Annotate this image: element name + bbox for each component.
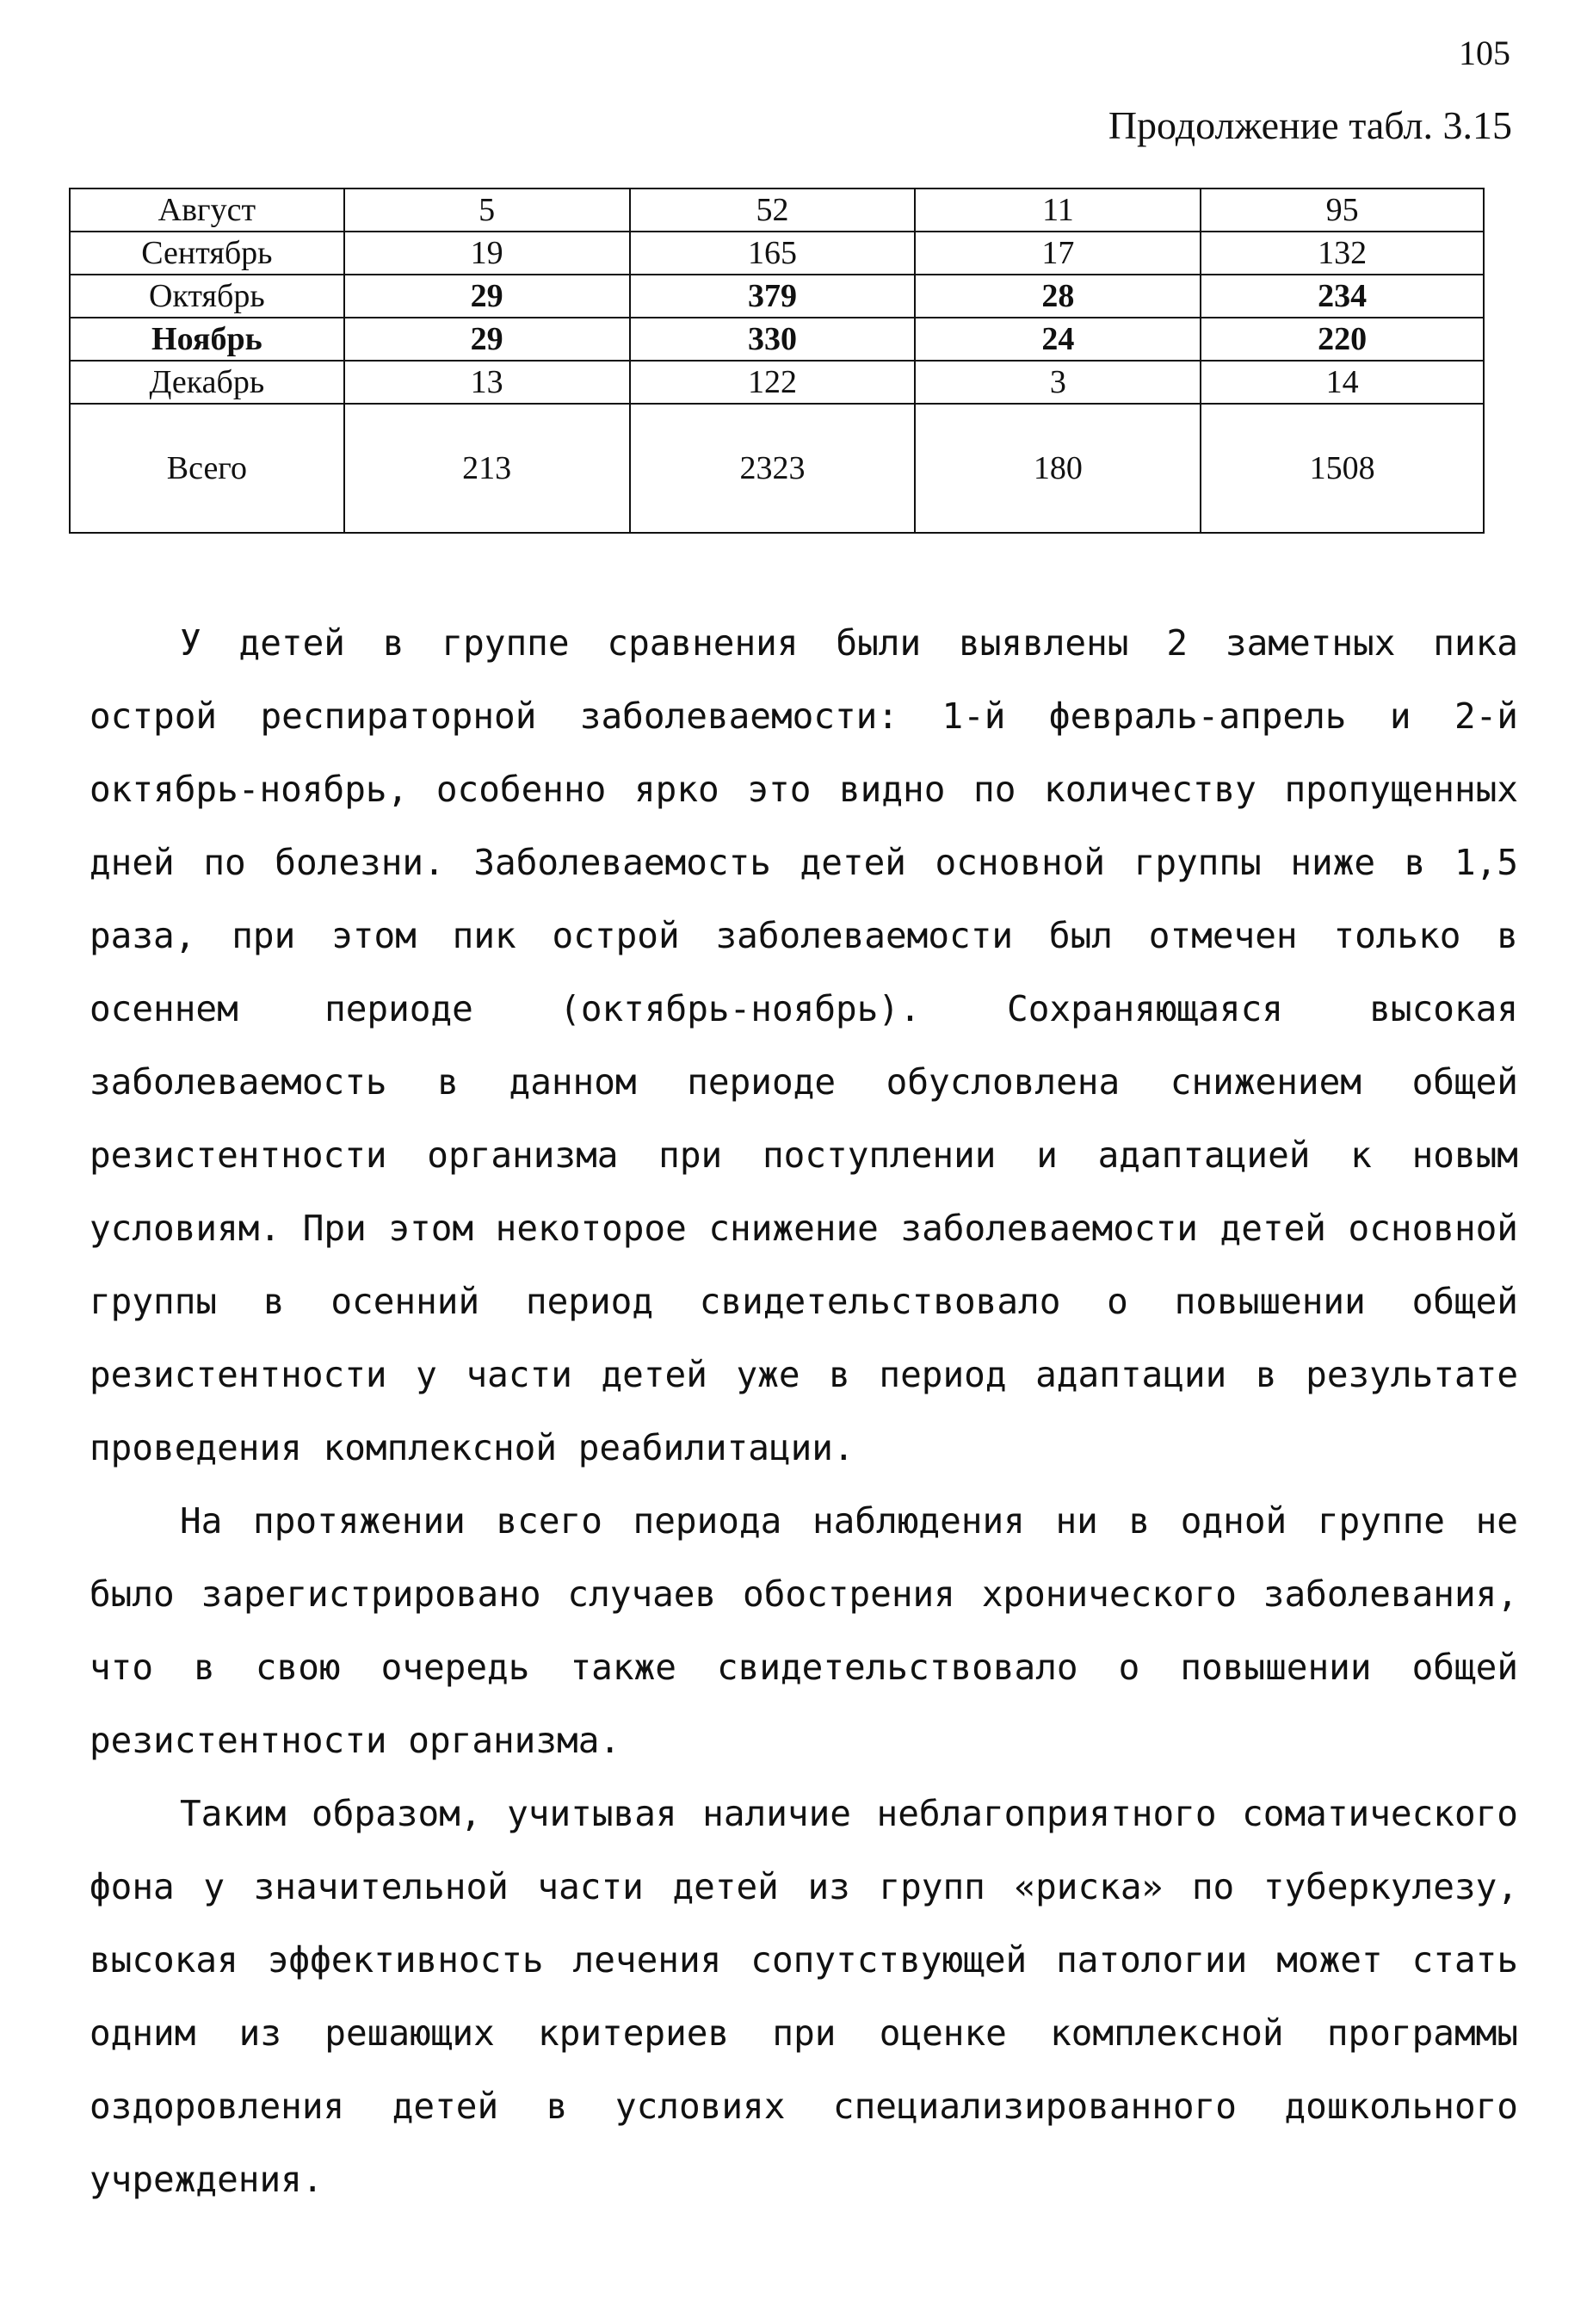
table-caption: Продолжение табл. 3.15 xyxy=(1108,103,1512,147)
total-value-cell: 1508 xyxy=(1201,404,1484,533)
month-cell: Декабрь xyxy=(70,361,344,404)
value-cell: 95 xyxy=(1201,189,1484,232)
value-cell: 234 xyxy=(1201,275,1484,318)
total-value-cell: 213 xyxy=(344,404,630,533)
value-cell: 5 xyxy=(344,189,630,232)
paragraph: У детей в группе сравнения были выявлены 2 заметных пика острой респираторной заболеваемости: 1-й февраль-апрель и 2-й октябрь-ноябрь, особенно ярко это видно по количеству пропущенных дней по болезни. Заболеваемость детей основной группы ниже в 1,5 раза, при этом пик острой заболеваемости был отмечен только в осеннем периоде (октябрь-ноябрь). Сохраняющаяся высокая заболеваемость в данном периоде обусловлена снижением общей резистентности организма при поступлении и адаптацией к новым условиям. При этом некоторое снижение заболеваемости детей основной группы в осенний период свидетельствовало о повышении общей резистентности у части детей уже в период адаптации в результате проведения комплексной реабилитации. xyxy=(90,622,1518,1468)
value-cell: 17 xyxy=(915,232,1201,275)
value-cell: 220 xyxy=(1201,318,1484,361)
total-value-cell: 180 xyxy=(915,404,1201,533)
value-cell: 19 xyxy=(344,232,630,275)
value-cell: 330 xyxy=(630,318,916,361)
table-row xyxy=(70,318,1484,361)
month-cell: Ноябрь xyxy=(70,318,344,361)
value-cell: 132 xyxy=(1201,232,1484,275)
data-table xyxy=(69,188,1485,534)
value-cell: 24 xyxy=(915,318,1201,361)
table-row xyxy=(70,361,1484,404)
value-cell: 122 xyxy=(630,361,916,404)
total-value-cell: 2323 xyxy=(630,404,916,533)
value-cell: 11 xyxy=(915,189,1201,232)
value-cell: 13 xyxy=(344,361,630,404)
table-row xyxy=(70,189,1484,232)
value-cell: 29 xyxy=(344,318,630,361)
paragraph: Таким образом, учитывая наличие неблагоприятного соматического фона у значительной части детей из групп «риска» по туберкулезу, высокая эффективность лечения сопутствующей патологии может стать одним из решающих критериев при оценке комплексной программы оздоровления детей в условиях специализированного дошкольного учреждения. xyxy=(90,1793,1518,2200)
paragraph: На протяжении всего периода наблюдения ни в одной группе не было зарегистрировано случаев обострения хронического заболевания, что в свою очередь также свидетельствовало о повышении общей резистентности организма. xyxy=(90,1500,1518,1761)
page-number: 105 xyxy=(1459,34,1510,72)
body-text xyxy=(90,607,1518,2216)
value-cell: 52 xyxy=(630,189,916,232)
value-cell: 165 xyxy=(630,232,916,275)
month-cell: Октябрь xyxy=(70,275,344,318)
value-cell: 379 xyxy=(630,275,916,318)
value-cell: 28 xyxy=(915,275,1201,318)
total-label-cell: Всего xyxy=(70,404,344,533)
table-total-row xyxy=(70,404,1484,533)
value-cell: 29 xyxy=(344,275,630,318)
month-cell: Сентябрь xyxy=(70,232,344,275)
table-row xyxy=(70,232,1484,275)
table-row xyxy=(70,275,1484,318)
month-cell: Август xyxy=(70,189,344,232)
value-cell: 14 xyxy=(1201,361,1484,404)
value-cell: 3 xyxy=(915,361,1201,404)
